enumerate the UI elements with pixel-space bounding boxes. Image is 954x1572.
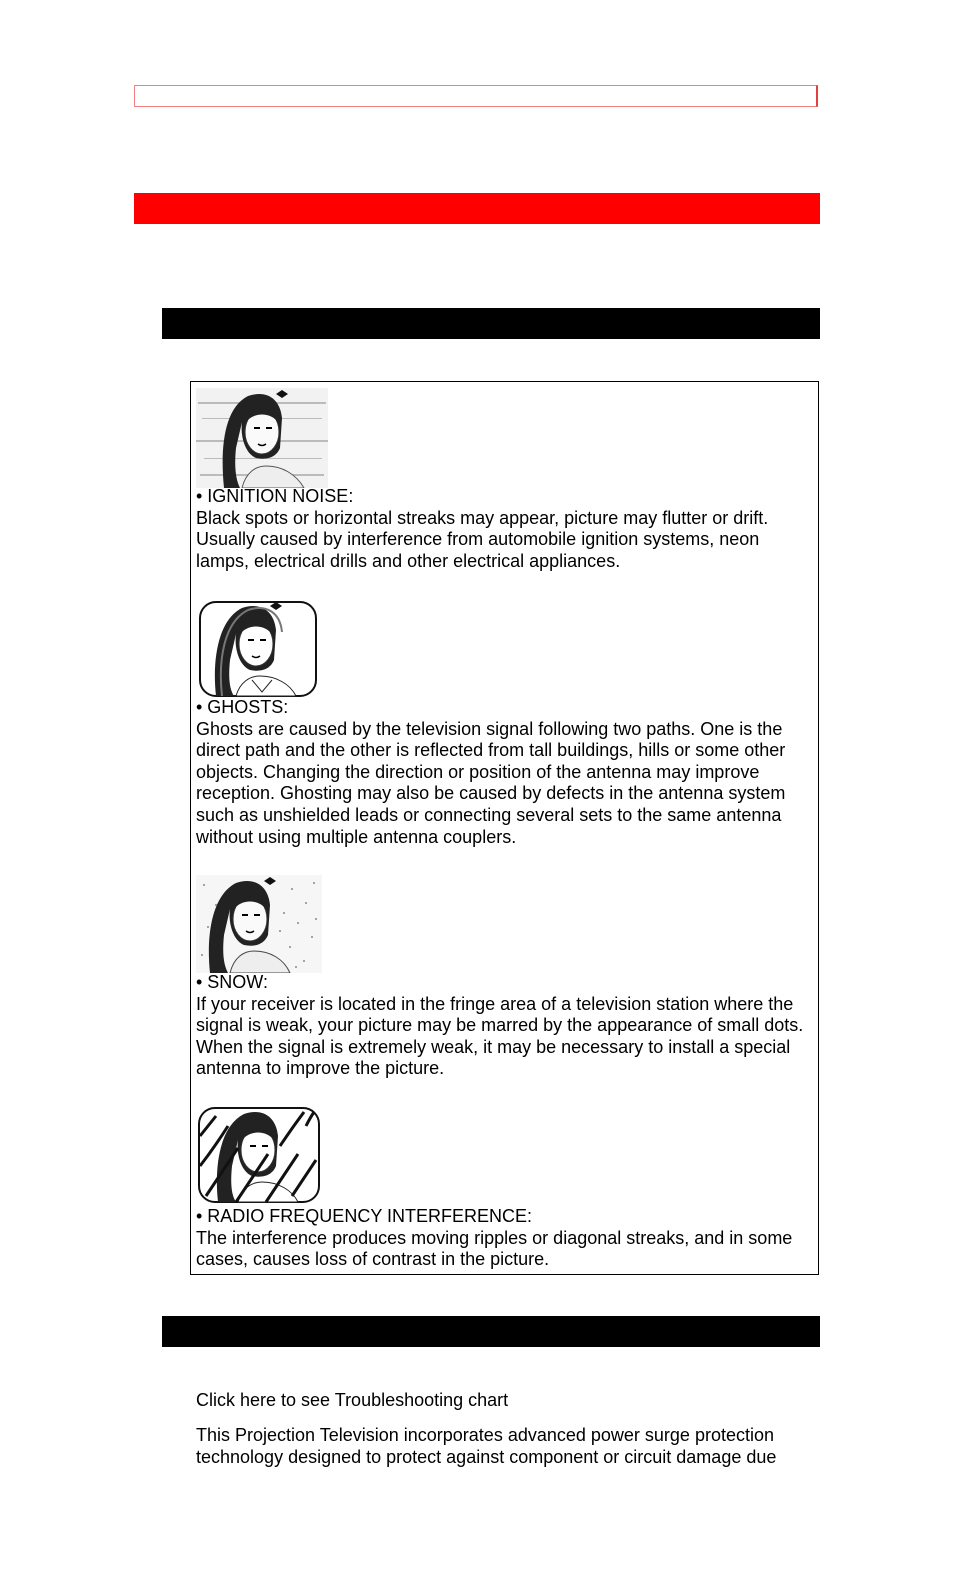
ghosts-image xyxy=(196,600,320,698)
radio-interference-label: • RADIO FREQUENCY INTERFERENCE: xyxy=(196,1206,533,1226)
ignition-noise-description: Black spots or horizontal streaks may appear, picture may flutter or drift. Usually caused by interference from automobile ignition systems, neon lamps, electrical drills and other electrical appliances. xyxy=(196,507,769,571)
radio-interference-image xyxy=(196,1106,322,1204)
page-header-bar xyxy=(134,193,820,224)
snow-label: • SNOW: xyxy=(196,972,268,992)
snow-entry xyxy=(196,972,814,1080)
power-surge-paragraph: This Projection Television incorporates advanced power surge protection technology designed to protect against component or circuit damage due xyxy=(196,1425,777,1467)
ghosts-entry xyxy=(196,697,814,848)
ignition-noise-label: • IGNITION NOISE: xyxy=(196,486,354,506)
ghosts-description: Ghosts are caused by the television signal following two paths. One is the direct path and the other is reflected from tall buildings, hills or some other objects. Changing the direction or position of the antenna may improve reception. Ghosting may also be caused by defects in the antenna system such as unshielded leads or connecting several sets to the same antenna without using multiple antenna couplers. xyxy=(196,718,786,847)
section-header-bar-troubleshooting xyxy=(162,1316,820,1347)
top-frame-box xyxy=(134,85,818,107)
ignition-noise-entry xyxy=(196,486,814,572)
ignition-noise-image xyxy=(196,388,328,488)
radio-interference-entry xyxy=(196,1206,814,1271)
radio-interference-description: The interference produces moving ripples or diagonal streaks, and in some cases, causes loss of contrast in the picture. xyxy=(196,1227,793,1270)
troubleshooting-chart-link[interactable]: Click here to see Troubleshooting chart xyxy=(196,1390,509,1410)
snow-description: If your receiver is located in the fringe area of a television station where the signal is weak, your picture may be marred by the appearance of small dots. When the signal is extremely weak, it may be necessary to install a special antenna to improve the picture. xyxy=(196,993,804,1079)
section-header-bar-interference xyxy=(162,308,820,339)
ghosts-label: • GHOSTS: xyxy=(196,697,289,717)
interference-panel xyxy=(190,381,819,1275)
snow-image xyxy=(196,875,322,973)
